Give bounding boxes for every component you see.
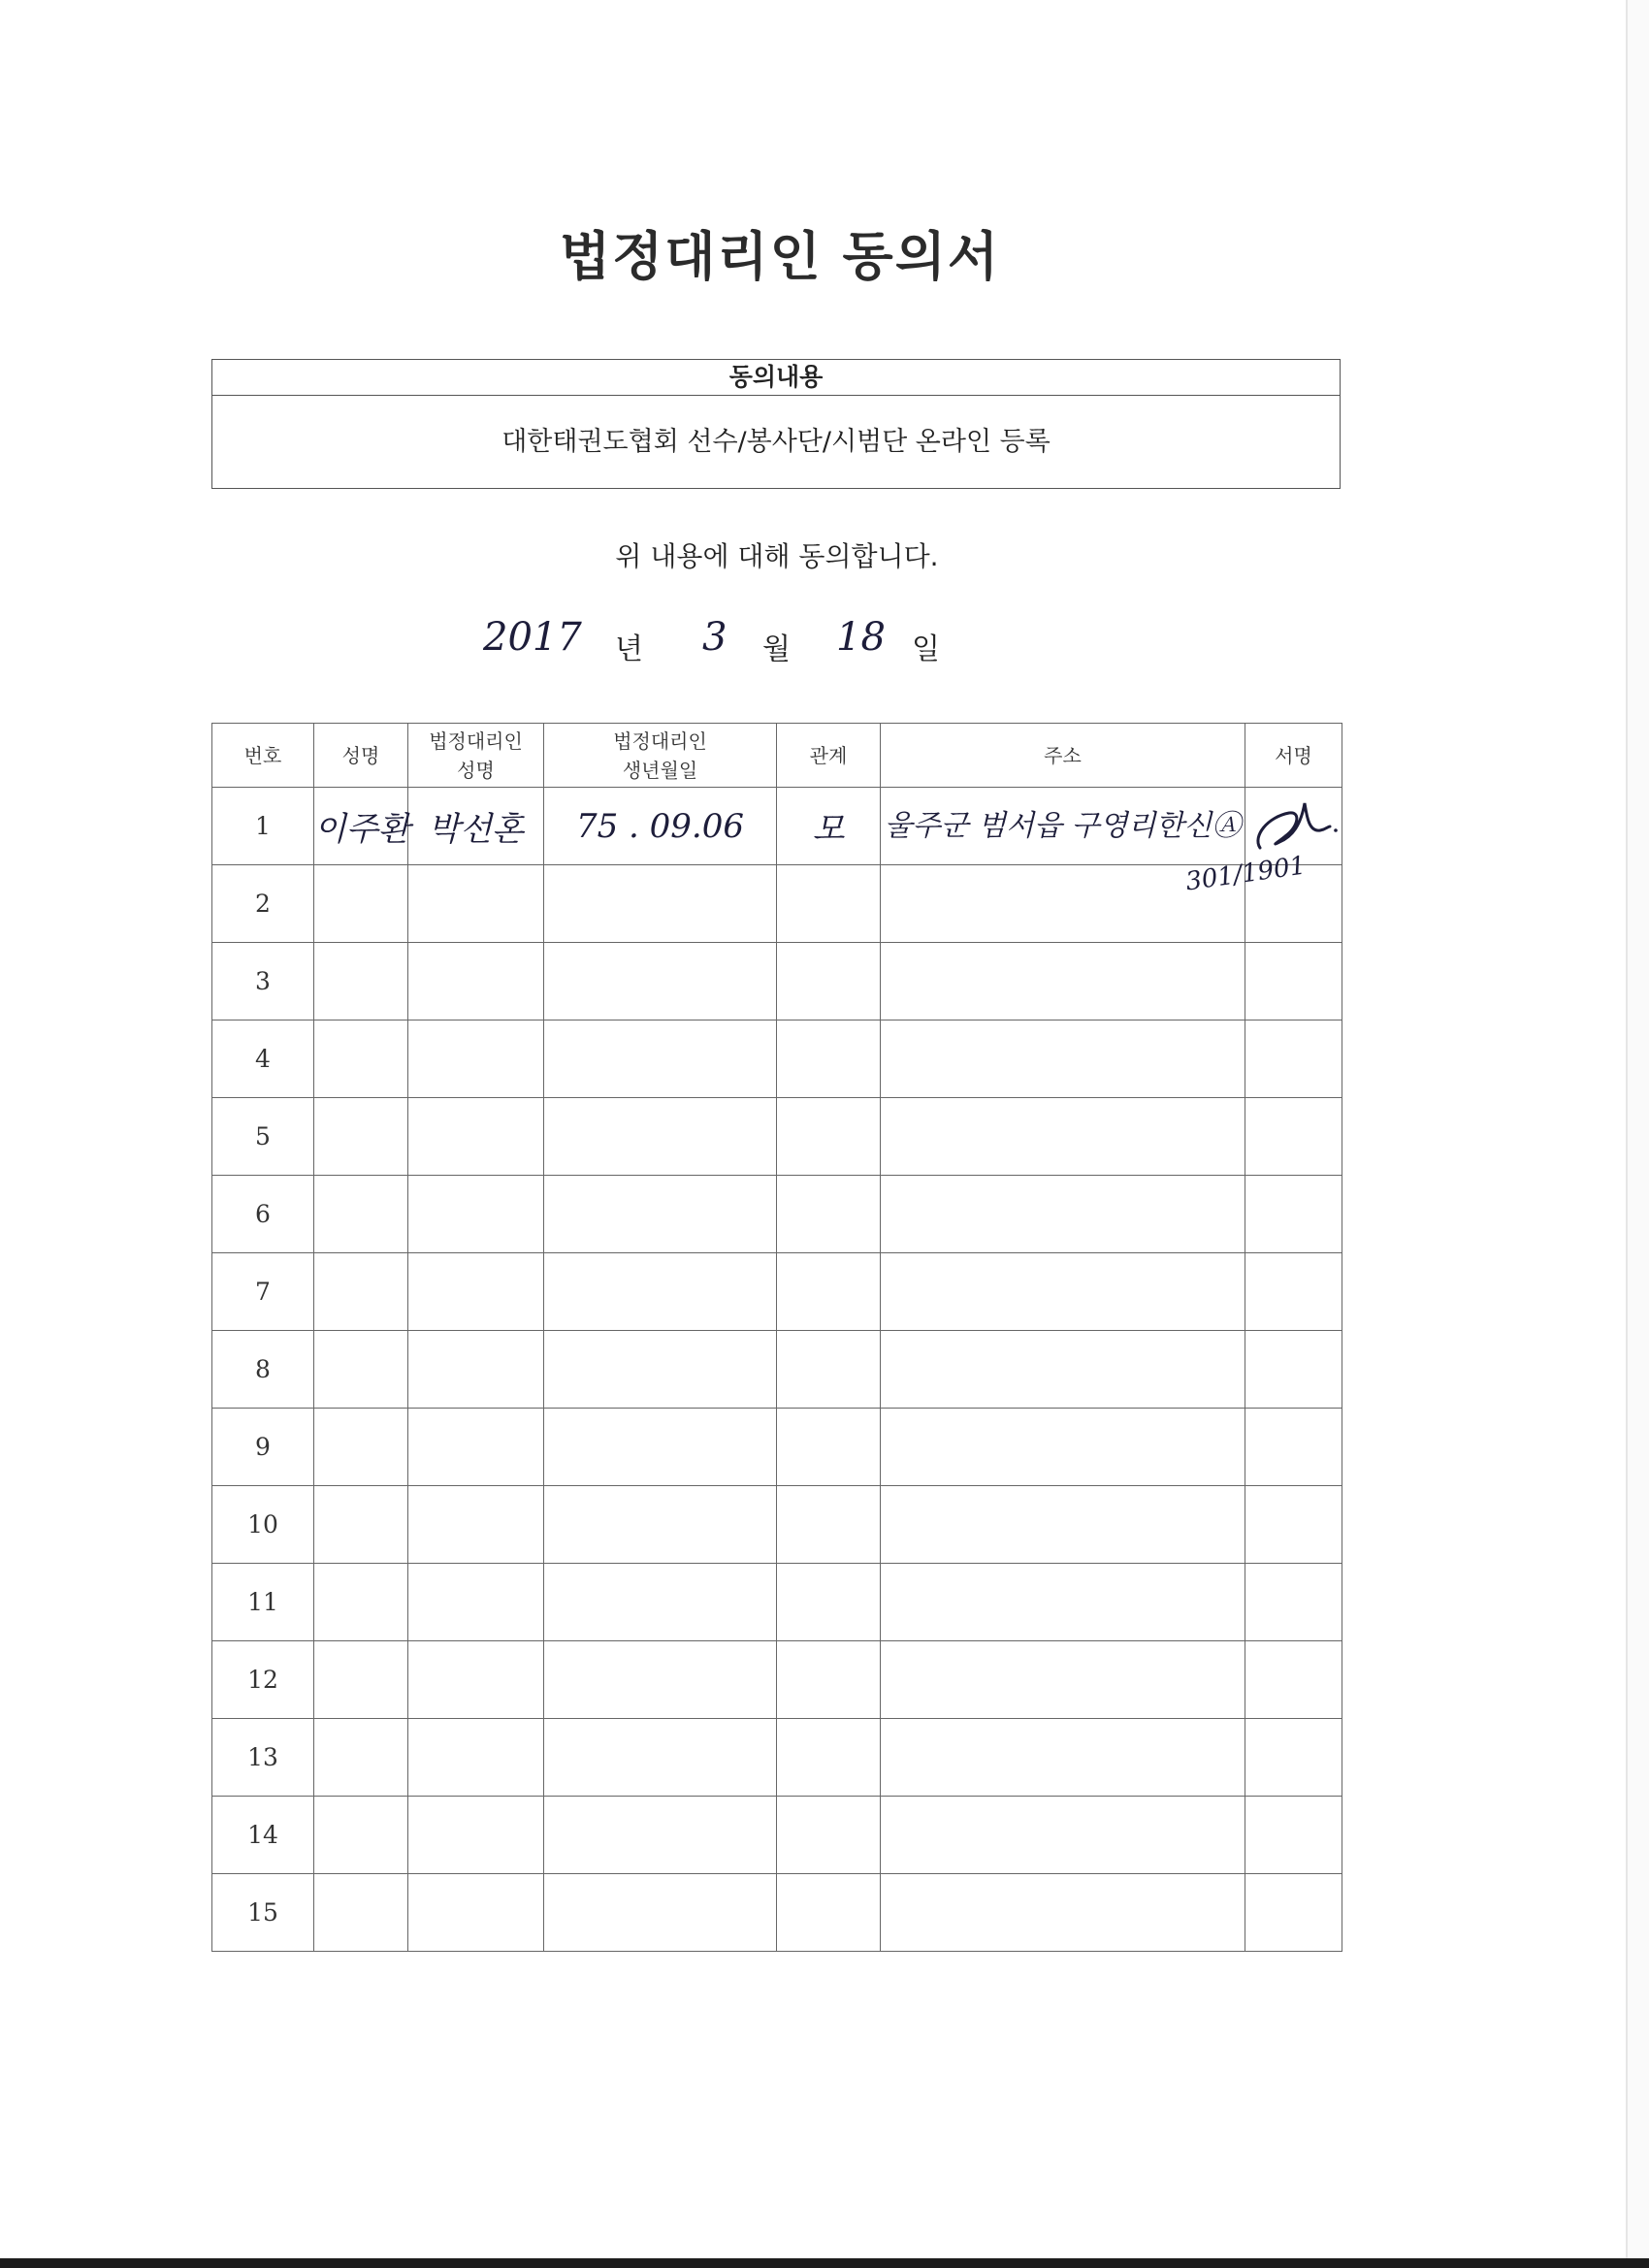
cell-no: 12	[212, 1641, 314, 1719]
cell-no: 3	[212, 943, 314, 1021]
table-row	[212, 865, 1342, 943]
date-year-unit: 년	[615, 632, 643, 666]
cell-no: 13	[212, 1719, 314, 1797]
header-signature: 서명	[1245, 724, 1342, 788]
cell-address	[881, 788, 1309, 897]
cell-no: 7	[212, 1253, 314, 1331]
table-row	[212, 1331, 1342, 1409]
header-guardian-name: 법정대리인 성명	[408, 724, 544, 788]
cell-guardian-name: 박선혼	[408, 788, 544, 865]
table-row	[212, 1176, 1342, 1253]
address-unit-number: 301/1901	[1183, 850, 1309, 897]
handwritten-signature-icon	[1250, 797, 1338, 856]
date-month-unit: 월	[762, 632, 791, 666]
header-no: 번호	[212, 724, 314, 788]
cell-no: 5	[212, 1098, 314, 1176]
cell-relation: 모	[777, 788, 881, 865]
cell-no: 8	[212, 1331, 314, 1409]
date-line	[0, 611, 1649, 669]
consent-body: 대한태권도협회 선수/봉사단/시범단 온라인 등록	[501, 427, 1051, 457]
date-year: 2017	[483, 615, 582, 660]
cell-no: 15	[212, 1874, 314, 1952]
registration-table	[211, 723, 1342, 1952]
table-row	[212, 943, 1342, 1021]
cell-no: 10	[212, 1486, 314, 1564]
table-row	[212, 1874, 1342, 1952]
table-row	[212, 1253, 1342, 1331]
table-row	[212, 1021, 1342, 1098]
table-row	[212, 788, 1342, 865]
cell-guardian-birth: 75 . 09.06	[544, 788, 777, 865]
header-relation: 관계	[777, 724, 881, 788]
date-day: 18	[836, 615, 886, 660]
consent-header: 동의내용	[212, 360, 1340, 396]
address-text: 울주군 범서읍 구영리한신Ⓐ	[884, 808, 1242, 843]
cell-no: 4	[212, 1021, 314, 1098]
table-row	[212, 1719, 1342, 1797]
table-row	[212, 1641, 1342, 1719]
cell-no: 6	[212, 1176, 314, 1253]
header-address: 주소	[881, 724, 1245, 788]
cell-no: 11	[212, 1564, 314, 1641]
cell-no: 2	[212, 865, 314, 943]
consent-box	[211, 359, 1341, 489]
table-row	[212, 1098, 1342, 1176]
scan-right-edge	[1626, 0, 1649, 2268]
cell-no: 14	[212, 1797, 314, 1874]
header-guardian-birth: 법정대리인 생년월일	[544, 724, 777, 788]
scan-bottom-edge	[0, 2258, 1649, 2268]
agreement-statement: 위 내용에 대해 동의합니다.	[615, 540, 939, 572]
document-title: 법정대리인 동의서	[559, 226, 1001, 287]
table-row	[212, 1564, 1342, 1641]
table-row	[212, 1409, 1342, 1486]
date-month: 3	[702, 615, 728, 660]
cell-name: 이주환	[314, 788, 408, 865]
cell-no: 1	[212, 788, 314, 865]
header-name: 성명	[314, 724, 408, 788]
table-header-row	[212, 724, 1342, 788]
table-row	[212, 1797, 1342, 1874]
cell-no: 9	[212, 1409, 314, 1486]
table-row	[212, 1486, 1342, 1564]
date-day-unit: 일	[912, 632, 940, 666]
